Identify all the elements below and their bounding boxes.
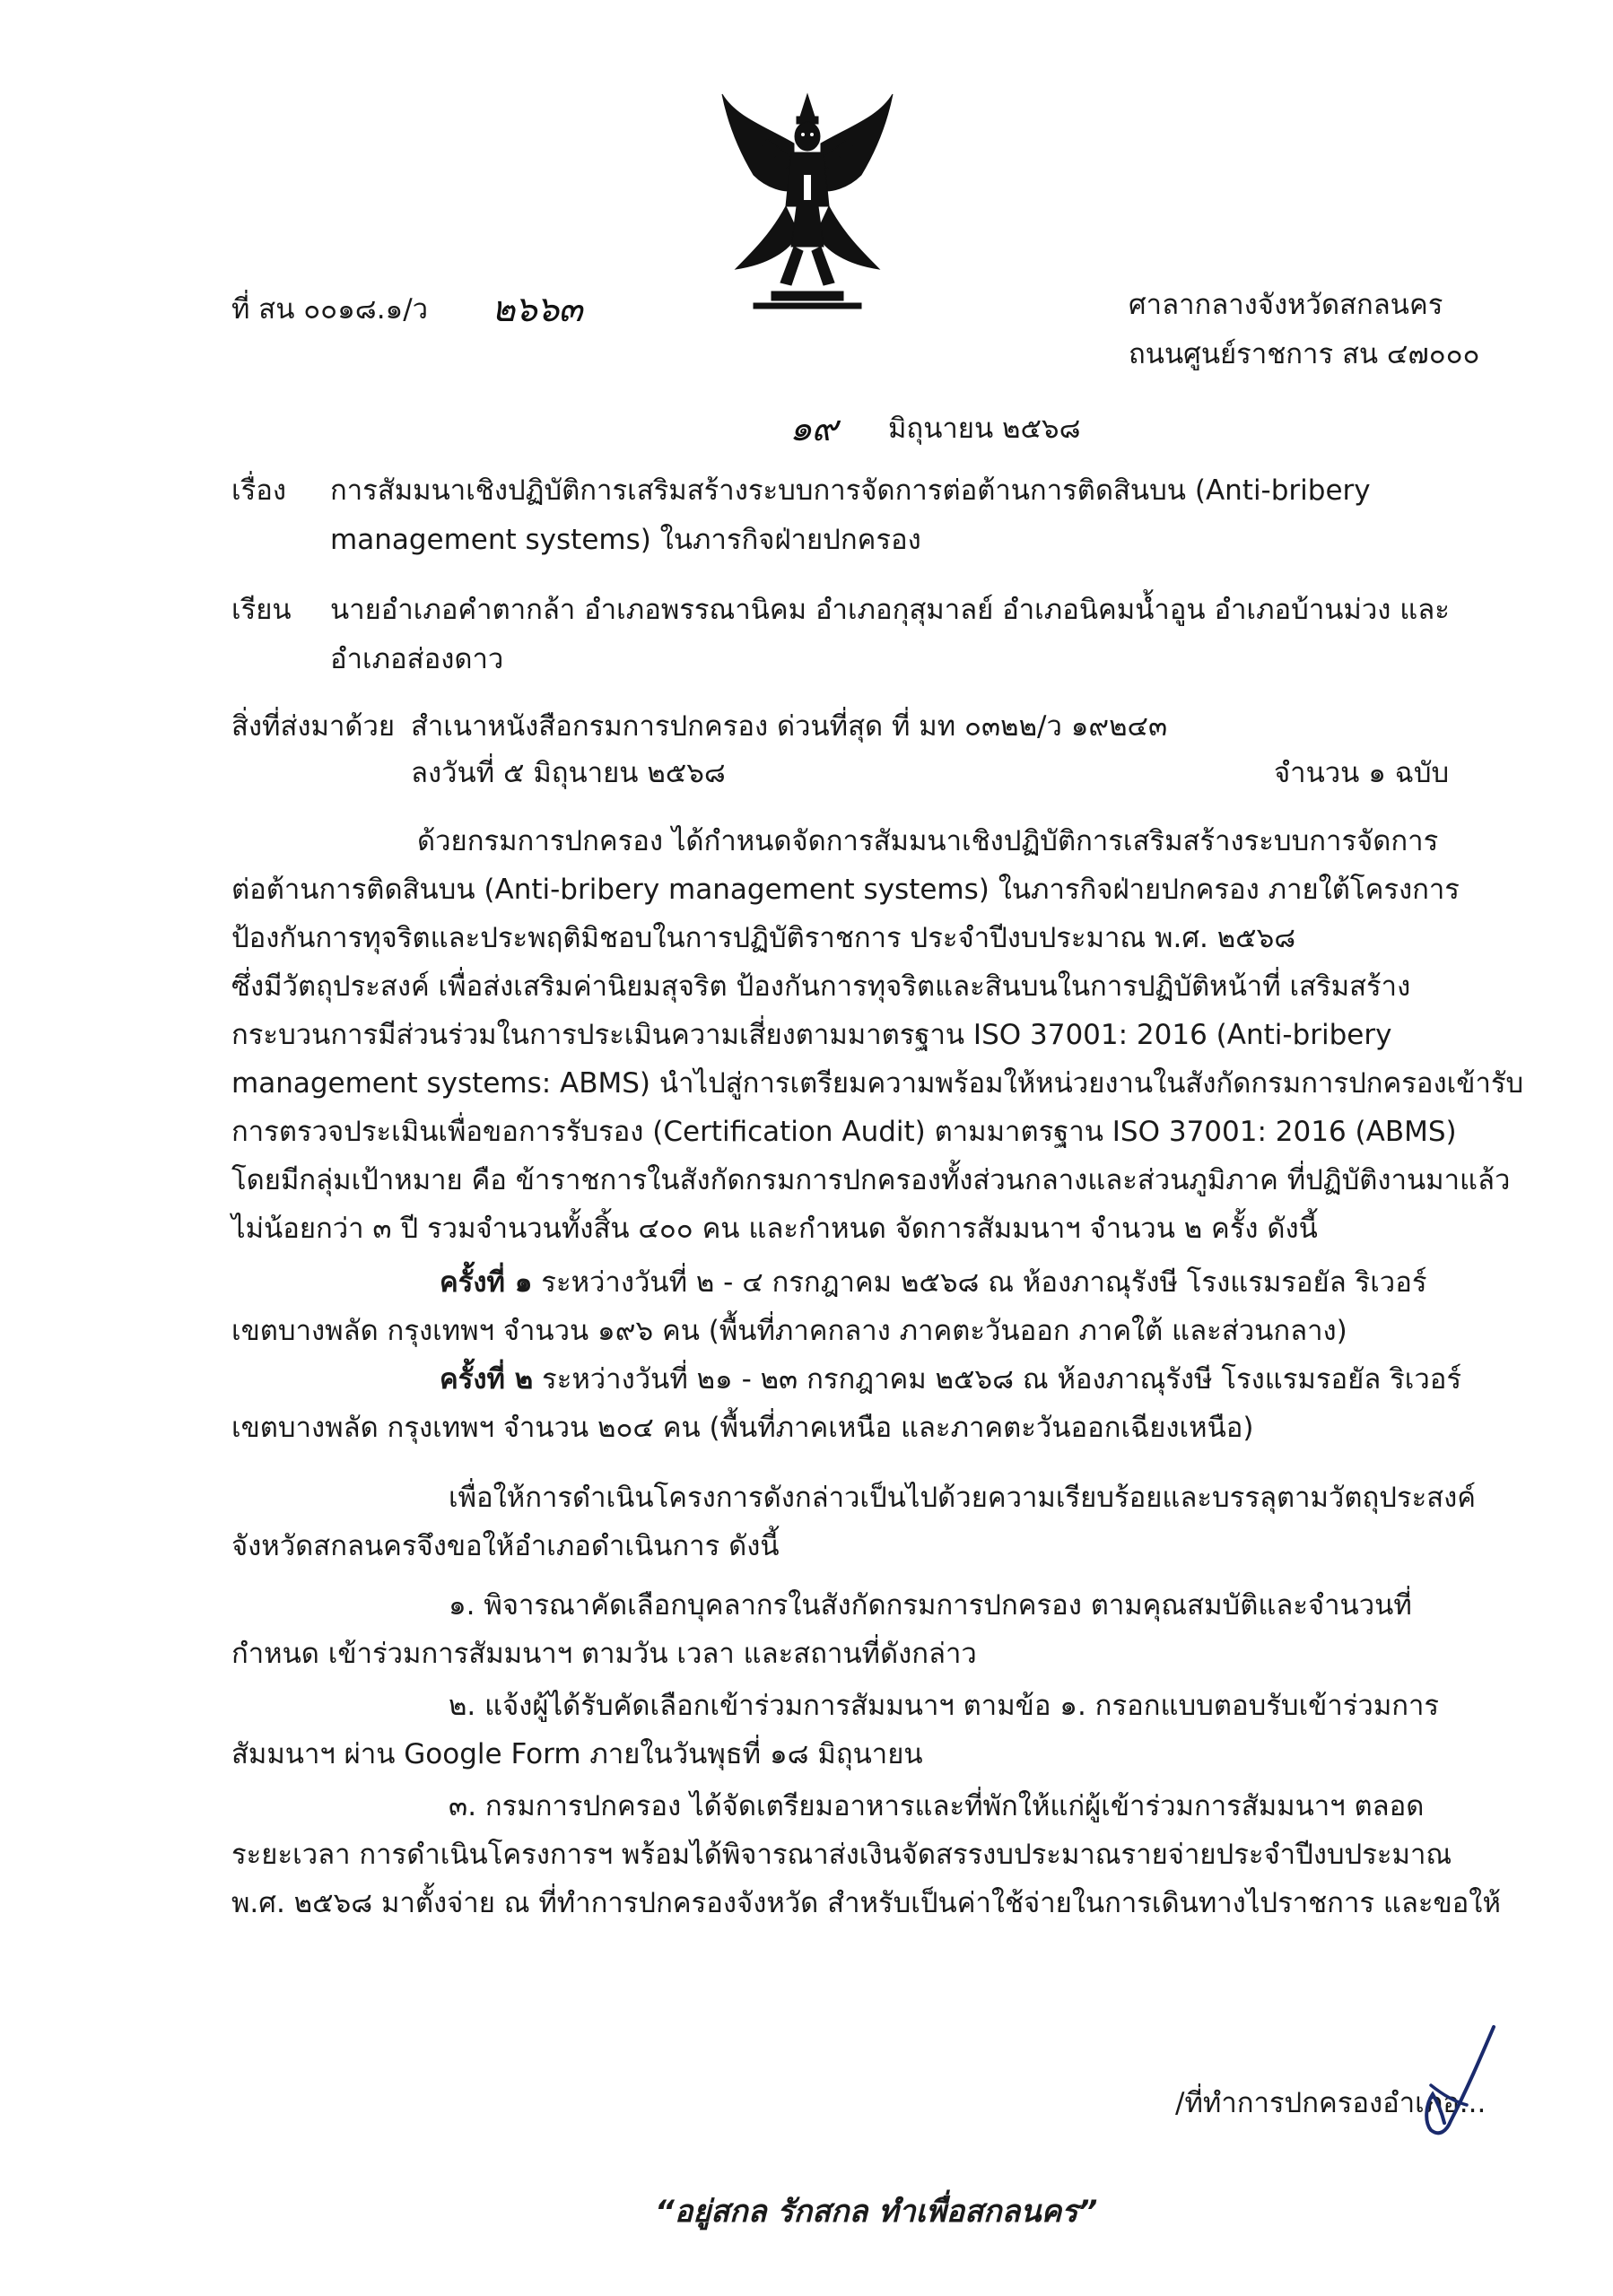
reference-number: ที่ สน ๐๐๑๘.๑/ว [231,293,429,326]
item-1-line-1: ๑. พิจารณาคัดเลือกบุคลากรในสังกัดกรมการปกครอง ตามคุณสมบัติและจำนวนที่ [449,1589,1412,1622]
subject-line-1: การสัมมนาเชิงปฏิบัติการเสริมสร้างระบบการจัดการต่อต้านการติดสินบน (Anti-bribery [330,474,1371,507]
body-p1-line-3: ป้องกันการทุจริตและประพฤติมิชอบในการปฏิบัติราชการ ประจำปีงบประมาณ พ.ศ. ๒๕๖๘ [231,922,1296,954]
item-3-line-2: ระยะเวลา การดำเนินโครงการฯ พร้อมได้พิจารณาส่งเงินจัดสรรงบประมาณรายจ่ายประจำปีงบประมาณ [231,1839,1452,1871]
item-3-line-3: พ.ศ. ๒๕๖๘ มาตั้งจ่าย ณ ที่ทำการปกครองจังหวัด สำหรับเป็นค่าใช้จ่ายในการเดินทางไปราชการ และขอให้ [231,1887,1501,1919]
body-p1-line-6: management systems: ABMS) นำไปสู่การเตรียมความพร้อมให้หน่วยงานในสังกัดกรมการปกครองเข้ารับ [231,1067,1524,1100]
item-3-line-1: ๓. กรมการปกครอง ได้จัดเตรียมอาหารและที่พักให้แก่ผู้เข้าร่วมการสัมมนาฯ ตลอด [449,1790,1425,1822]
session-1-label: ครั้งที่ ๑ [440,1266,533,1299]
office-address: ถนนศูนย์ราชการ สน ๔๗๐๐๐ [1129,338,1480,370]
continuation-note: /ที่ทำการปกครองอำเภอ... [1175,2087,1487,2119]
enclosure-count: จำนวน ๑ ฉบับ [1274,757,1450,789]
body-p1-line-4: ซึ่งมีวัตถุประสงค์ เพื่อส่งเสริมค่านิยมสุจริต ป้องกันการทุจริตและสินบนในการปฏิบัติหน้าที่ เสริมสร้าง [231,970,1411,1003]
session-1-line-2: เขตบางพลัด กรุงเทพฯ จำนวน ๑๙๖ คน (พื้นที่ภาคกลาง ภาคตะวันออก ภาคใต้ และส่วนกลาง) [231,1315,1347,1347]
body-p1-line-2: ต่อต้านการติดสินบน (Anti-bribery management systems) ในภารกิจฝ่ายปกครอง ภายใต้โครงการ [231,874,1460,906]
reference-number-handwritten: ๒๖๖๓ [492,289,582,330]
item-2-line-1: ๒. แจ้งผู้ได้รับคัดเลือกเข้าร่วมการสัมมนาฯ ตามข้อ ๑. กรอกแบบตอบรับเข้าร่วมการ [449,1690,1440,1722]
body-p2-line-2: จังหวัดสกลนครจึงขอให้อำเภอดำเนินการ ดังนี้ [231,1530,780,1562]
office-name: ศาลากลางจังหวัดสกลนคร [1129,289,1443,321]
subject-label: เรื่อง [231,474,287,507]
subject-line-2: management systems) ในภารกิจฝ่ายปกครอง [330,524,921,556]
enclosure-line-2: ลงวันที่ ๕ มิถุนายน ๒๕๖๘ [411,757,726,789]
date-month-year: มิถุนายน ๒๕๖๘ [888,413,1081,445]
recipient-label: เรียน [231,594,292,626]
recipient-line-2: อำเภอส่องดาว [330,643,504,675]
enclosure-line-1: สำเนาหนังสือกรมการปกครอง ด่วนที่สุด ที่ มท ๐๓๒๒/ว ๑๙๒๔๓ [411,710,1168,743]
body-p2-line-1: เพื่อให้การดำเนินโครงการดังกล่าวเป็นไปด้วยความเรียบร้อยและบรรลุตามวัตถุประสงค์ [449,1482,1477,1514]
body-p1-line-7: การตรวจประเมินเพื่อขอการรับรอง (Certification Audit) ตามมาตรฐาน ISO 37001: 2016 (ABMS) [231,1116,1457,1148]
date-day-handwritten: ๑๙ [789,408,837,449]
body-p1-line-5: กระบวนการมีส่วนร่วมในการประเมินความเสี่ยงตามมาตรฐาน ISO 37001: 2016 (Anti-bribery [231,1019,1392,1051]
enclosure-label: สิ่งที่ส่งมาด้วย [231,710,396,743]
body-p1-line-9: ไม่น้อยกว่า ๓ ปี รวมจำนวนทั้งสิ้น ๔๐๐ คน และกำหนด จัดการสัมมนาฯ จำนวน ๒ ครั้ง ดังนี้ [231,1213,1318,1245]
session-2-line-2: เขตบางพลัด กรุงเทพฯ จำนวน ๒๐๔ คน (พื้นที่ภาคเหนือ และภาคตะวันออกเฉียงเหนือ) [231,1412,1254,1444]
body-p1-line-1: ด้วยกรมการปกครอง ได้กำหนดจัดการสัมมนาเชิงปฏิบัติการเสริมสร้างระบบการจัดการ [417,825,1439,857]
recipient-line-1: นายอำเภอคำตากล้า อำเภอพรรณานิคม อำเภอกุสุมาลย์ อำเภอนิคมน้ำอูน อำเภอบ้านม่วง และ [330,594,1450,626]
body-p1-line-8: โดยมีกลุ่มเป้าหมาย คือ ข้าราชการในสังกัดกรมการปกครองทั้งส่วนกลางและส่วนภูมิภาค ที่ปฏิบัติงานมาแล้ว [231,1164,1511,1196]
garuda-emblem-icon [718,90,897,314]
item-1-line-2: กำหนด เข้าร่วมการสัมมนาฯ ตามวัน เวลา และสถานที่ดังกล่าว [231,1638,977,1670]
slogan: “อยู่สกล รักสกล ทำเพื่อสกลนคร” [655,2194,1098,2230]
session-2-label: ครั้งที่ ๒ [440,1363,534,1396]
item-2-line-2: สัมมนาฯ ผ่าน Google Form ภายในวันพุธที่ ๑๘ มิถุนายน [231,1738,923,1770]
signature-mark-icon [1404,2022,1503,2144]
session-1-line-1: ครั้งที่ ๑ ระหว่างวันที่ ๒ - ๔ กรกฎาคม ๒๕๖๘ ณ ห้องภาณุรังษี โรงแรมรอยัล ริเวอร์ [440,1266,1427,1299]
session-2-line-1: ครั้งที่ ๒ ระหว่างวันที่ ๒๑ - ๒๓ กรกฎาคม ๒๕๖๘ ณ ห้องภาณุรังษี โรงแรมรอยัล ริเวอร์ [440,1363,1462,1396]
